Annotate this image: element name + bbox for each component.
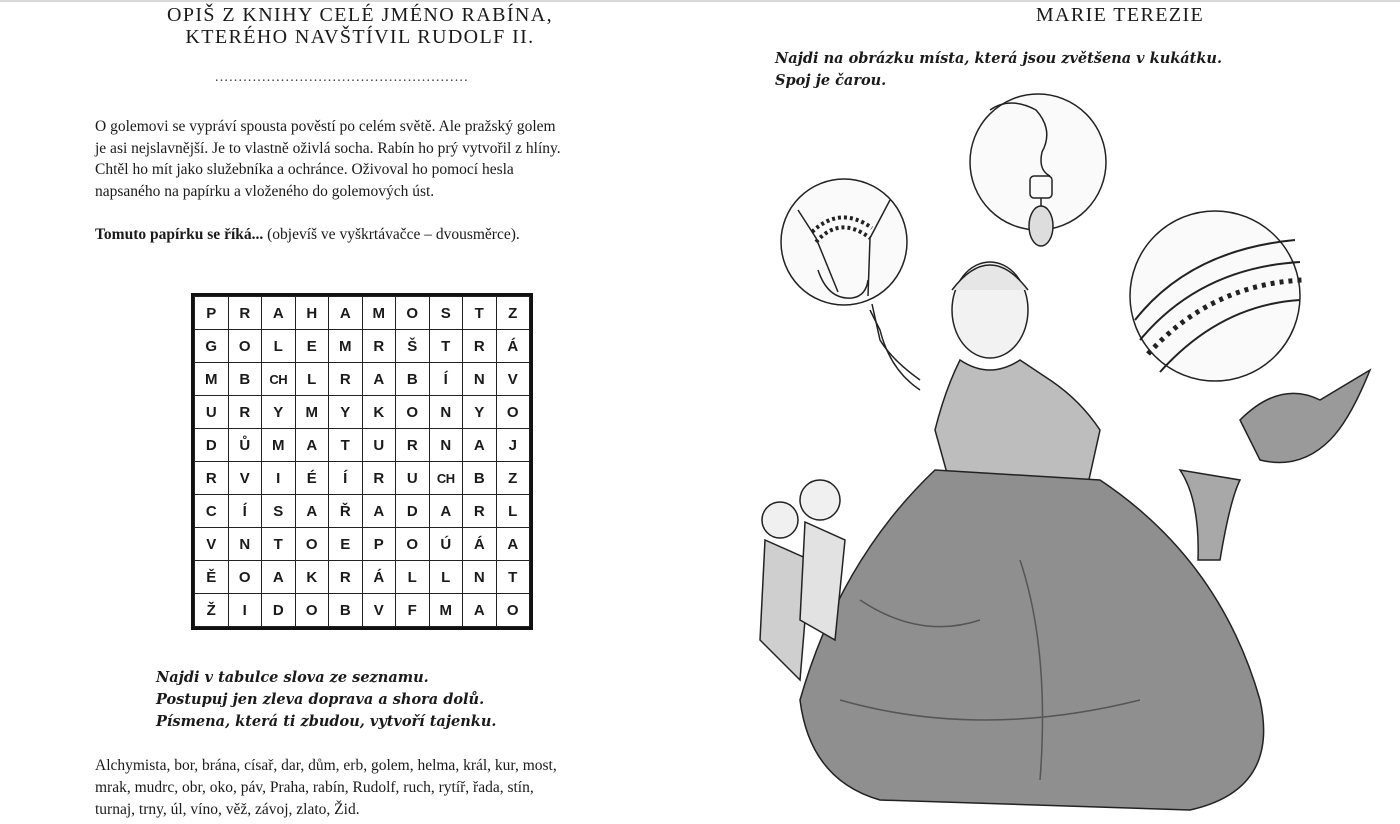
grid-cell: CH: [262, 363, 296, 396]
grid-row: [195, 363, 530, 396]
grid-cell: A: [362, 363, 396, 396]
grid-cell: Ú: [429, 528, 463, 561]
grid-cell: N: [429, 396, 463, 429]
grid-row: [195, 462, 530, 495]
title-line-2: KTERÉHO NAVŠTÍVIL RUDOLF II.: [185, 26, 535, 48]
grid-cell: R: [396, 429, 430, 462]
grid-cell: Z: [496, 462, 530, 495]
grid-cell: M: [262, 429, 296, 462]
grid-row: [195, 297, 530, 330]
grid-cell: V: [496, 363, 530, 396]
grid-cell: CH: [429, 462, 463, 495]
grid-row: [195, 528, 530, 561]
word-search-grid: [191, 293, 533, 630]
magnifier-bracelet-circle: [781, 179, 907, 305]
grid-cell: O: [228, 330, 262, 363]
grid-cell: M: [362, 297, 396, 330]
paragraph-line: O golemovi se vypráví spousta pověstí po celém světě. Ale pražský golem: [95, 118, 556, 135]
grid-cell: F: [396, 594, 430, 627]
instruction-line: Najdi v tabulce slova ze seznamu.: [156, 669, 429, 686]
grid-cell: Í: [228, 495, 262, 528]
grid-cell: A: [496, 528, 530, 561]
grid-cell: O: [496, 396, 530, 429]
grid-cell: Ě: [195, 561, 229, 594]
grid-cell: A: [463, 429, 497, 462]
task-line: Najdi na obrázku místa, která jsou zvětšena v kukátku.: [775, 50, 1223, 67]
grid-row: [195, 330, 530, 363]
grid-cell: Š: [396, 330, 430, 363]
grid-cell: A: [262, 561, 296, 594]
grid-row: [195, 396, 530, 429]
grid-cell: V: [195, 528, 229, 561]
grid-cell: B: [329, 594, 363, 627]
grid-cell: O: [295, 594, 329, 627]
grid-cell: N: [463, 363, 497, 396]
left-page-title: [95, 4, 625, 48]
grid-cell: H: [295, 297, 329, 330]
right-page-title: MARIE TEREZIE: [1035, 4, 1205, 26]
grid-cell: R: [228, 297, 262, 330]
grid-cell: U: [195, 396, 229, 429]
grid-cell: E: [329, 528, 363, 561]
paper-hint-rest: (objevíš ve vyškrtávačce – dvousměrce).: [263, 226, 520, 243]
grid-cell: M: [329, 330, 363, 363]
word-list-line: Alchymista, bor, brána, císař, dar, dům, erb, golem, helma, král, kur, most,: [95, 757, 557, 774]
paper-hint-bold: Tomuto papírku se říká...: [95, 226, 264, 243]
grid-cell: P: [195, 297, 229, 330]
grid-cell: R: [228, 396, 262, 429]
grid-cell: L: [396, 561, 430, 594]
grid-cell: R: [362, 330, 396, 363]
word-search-table: [194, 296, 530, 627]
grid-cell: N: [463, 561, 497, 594]
grid-cell: É: [295, 462, 329, 495]
grid-cell: O: [396, 396, 430, 429]
grid-cell: L: [496, 495, 530, 528]
answer-dotted-line: ......................................................: [215, 70, 469, 85]
grid-cell: O: [396, 528, 430, 561]
paragraph-line: napsaného na papírku a vloženého do golemových úst.: [95, 182, 435, 200]
grid-cell: O: [228, 561, 262, 594]
grid-cell: K: [295, 561, 329, 594]
paragraph-line: Chtěl ho mít jako služebníka a ochránce. Oživoval ho pomocí hesla: [95, 161, 514, 178]
grid-cell: Ž: [195, 594, 229, 627]
grid-cell: D: [195, 429, 229, 462]
grid-cell: D: [396, 495, 430, 528]
grid-cell: Á: [463, 528, 497, 561]
paragraph-line: je asi nejslavnější. Je to vlastně oživlá socha. Rabín ho prý vytvořil z hlíny.: [95, 139, 561, 157]
grid-cell: Y: [262, 396, 296, 429]
grid-cell: B: [463, 462, 497, 495]
grid-cell: D: [262, 594, 296, 627]
grid-cell: A: [362, 495, 396, 528]
grid-cell: S: [262, 495, 296, 528]
grid-cell: Ů: [228, 429, 262, 462]
grid-cell: T: [262, 528, 296, 561]
grid-cell: R: [362, 462, 396, 495]
grid-cell: U: [362, 429, 396, 462]
right-page: [720, 0, 1400, 824]
grid-cell: M: [429, 594, 463, 627]
grid-cell: I: [228, 594, 262, 627]
grid-cell: E: [295, 330, 329, 363]
grid-cell: M: [295, 396, 329, 429]
grid-cell: T: [429, 330, 463, 363]
grid-row: [195, 495, 530, 528]
grid-cell: A: [463, 594, 497, 627]
grid-cell: A: [262, 297, 296, 330]
grid-row: [195, 429, 530, 462]
grid-cell: C: [195, 495, 229, 528]
grid-cell: V: [362, 594, 396, 627]
grid-row: [195, 561, 530, 594]
grid-instructions: [156, 667, 606, 733]
grid-cell: P: [362, 528, 396, 561]
title-line-1: OPIŠ Z KNIHY CELÉ JMÉNO RABÍNA,: [167, 4, 553, 26]
grid-cell: T: [329, 429, 363, 462]
word-list-line: turnaj, trny, úl, víno, věž, závoj, zlato, Žid.: [95, 801, 360, 818]
grid-cell: J: [496, 429, 530, 462]
instruction-line: Písmena, která ti zbudou, vytvoří tajenku.: [156, 713, 497, 730]
grid-row: [195, 594, 530, 627]
grid-cell: B: [228, 363, 262, 396]
grid-cell: U: [396, 462, 430, 495]
grid-cell: L: [295, 363, 329, 396]
paper-hint: [95, 226, 655, 244]
empress-drawing-icon: [720, 0, 1400, 824]
grid-cell: Í: [429, 363, 463, 396]
grid-cell: L: [429, 561, 463, 594]
grid-cell: R: [329, 561, 363, 594]
grid-cell: Y: [463, 396, 497, 429]
grid-cell: Ř: [329, 495, 363, 528]
grid-cell: T: [463, 297, 497, 330]
grid-cell: R: [463, 330, 497, 363]
grid-cell: B: [396, 363, 430, 396]
grid-cell: G: [195, 330, 229, 363]
grid-cell: O: [496, 594, 530, 627]
grid-cell: S: [429, 297, 463, 330]
task-line: Spoj je čarou.: [775, 72, 887, 89]
grid-cell: T: [496, 561, 530, 594]
grid-cell: A: [295, 429, 329, 462]
grid-cell: M: [195, 363, 229, 396]
instruction-line: Postupuj jen zleva doprava a shora dolů.: [156, 691, 485, 708]
grid-cell: I: [262, 462, 296, 495]
grid-cell: Í: [329, 462, 363, 495]
golem-paragraph: [95, 116, 635, 202]
grid-cell: L: [262, 330, 296, 363]
word-list-line: mrak, mudrc, obr, oko, páv, Praha, rabín, Rudolf, ruch, rytíř, řada, stín,: [95, 779, 534, 796]
grid-cell: V: [228, 462, 262, 495]
magnifier-hem-circle: [1130, 211, 1300, 381]
word-list: [95, 755, 635, 821]
grid-cell: N: [228, 528, 262, 561]
grid-cell: Z: [496, 297, 530, 330]
grid-cell: O: [396, 297, 430, 330]
grid-cell: A: [429, 495, 463, 528]
grid-cell: R: [329, 363, 363, 396]
grid-cell: Á: [496, 330, 530, 363]
grid-cell: A: [295, 495, 329, 528]
grid-cell: R: [195, 462, 229, 495]
grid-cell: A: [329, 297, 363, 330]
grid-cell: N: [429, 429, 463, 462]
grid-cell: Á: [362, 561, 396, 594]
grid-cell: Y: [329, 396, 363, 429]
grid-cell: K: [362, 396, 396, 429]
grid-cell: O: [295, 528, 329, 561]
grid-cell: R: [463, 495, 497, 528]
